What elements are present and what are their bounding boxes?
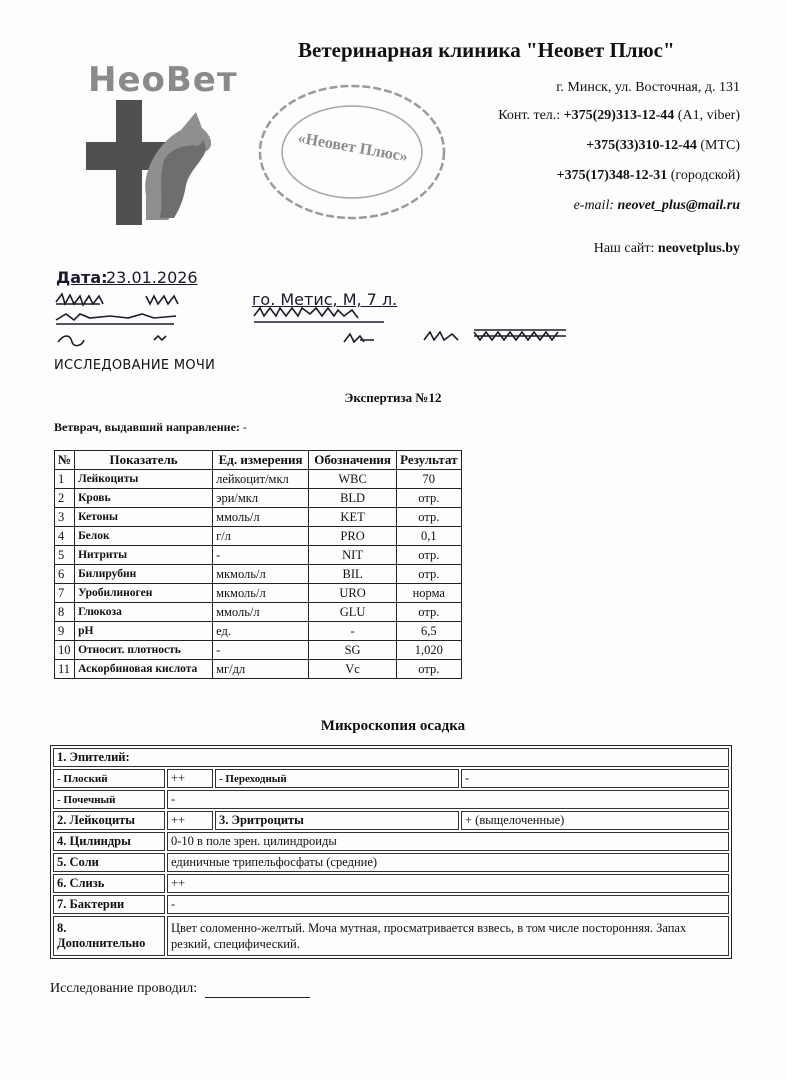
- table-row: [53, 895, 729, 914]
- additional-label: [53, 916, 165, 956]
- header-num: №: [55, 451, 75, 470]
- code: URO: [309, 584, 397, 603]
- parameter-name: Кетоны: [75, 508, 213, 527]
- table-header-row: [55, 451, 462, 470]
- bacteria-value: -: [167, 895, 729, 914]
- salts-label: 5. Соли: [53, 853, 165, 872]
- table-row: [53, 874, 729, 893]
- referring-vet: [54, 420, 247, 435]
- table-row: [55, 641, 462, 660]
- parameter-name: Нитриты: [75, 546, 213, 565]
- renal-epithelium-label: - Почечный: [53, 790, 165, 809]
- examiner-label: Исследование проводил:: [50, 981, 198, 996]
- row-number: 1: [55, 470, 75, 489]
- renal-epithelium-value: -: [167, 790, 729, 809]
- signature-line: [205, 997, 310, 998]
- clinic-name: Ветеринарная клиника "Неовет Плюс": [298, 38, 675, 62]
- result: норма: [397, 584, 461, 603]
- header-parameter: Показатель: [75, 451, 213, 470]
- date-label: Дата:: [56, 268, 108, 287]
- result: 6,5: [397, 622, 461, 641]
- unit: ед.: [213, 622, 309, 641]
- mucus-value: ++: [167, 874, 729, 893]
- redacted-handwriting-icon: [54, 290, 574, 352]
- site-line: [594, 241, 740, 257]
- stamp-text: «Неовет Плюс»: [296, 129, 410, 166]
- code: BIL: [309, 565, 397, 584]
- salts-value: единичные трипельфосфаты (средние): [167, 853, 729, 872]
- urinalysis-table: [54, 450, 462, 679]
- code: WBC: [309, 470, 397, 489]
- result: отр.: [397, 565, 461, 584]
- code: BLD: [309, 489, 397, 508]
- result: отр.: [397, 508, 461, 527]
- code: NIT: [309, 546, 397, 565]
- parameter-name: pH: [75, 622, 213, 641]
- code: KET: [309, 508, 397, 527]
- phone-3-note: (городской): [670, 168, 740, 183]
- erythrocytes-label: 3. Эритроциты: [215, 811, 459, 830]
- clinic-address: г. Минск, ул. Восточная, д. 131: [556, 80, 740, 95]
- epithelium-label: 1. Эпителий:: [53, 748, 729, 767]
- referring-vet-label: Ветврач, выдавший направление:: [54, 420, 240, 434]
- mucus-label: 6. Слизь: [53, 874, 165, 893]
- erythrocytes-value: + (выщелоченные): [461, 811, 729, 830]
- result: отр.: [397, 660, 461, 679]
- unit: ммоль/л: [213, 508, 309, 527]
- parameter-name: Лейкоциты: [75, 470, 213, 489]
- result: отр.: [397, 546, 461, 565]
- clinic-stamp-icon: [255, 80, 450, 225]
- unit: г/л: [213, 527, 309, 546]
- phone-line-2: [586, 138, 740, 154]
- phone-line-1: [498, 108, 740, 124]
- table-row: [55, 470, 462, 489]
- flat-epithelium-label: - Плоский: [53, 769, 165, 788]
- table-row: [55, 565, 462, 584]
- casts-label: 4. Цилиндры: [53, 832, 165, 851]
- site: neovetplus.by: [657, 241, 740, 256]
- table-row: [53, 853, 729, 872]
- header-result: Результат: [397, 451, 461, 470]
- parameter-name: Глюкоза: [75, 603, 213, 622]
- table-row: [55, 489, 462, 508]
- table-row: [55, 603, 462, 622]
- table-row: [55, 508, 462, 527]
- table-row: [55, 660, 462, 679]
- row-number: 10: [55, 641, 75, 660]
- unit: эри/мкл: [213, 489, 309, 508]
- parameter-name: Кровь: [75, 489, 213, 508]
- patient-signalment: го. Метис, М, 7 л.: [252, 290, 398, 309]
- header-unit: Ед. измерения: [213, 451, 309, 470]
- date-value: 23.01.2026: [106, 268, 198, 287]
- unit: лейкоцит/мкл: [213, 470, 309, 489]
- phone-label: Конт. тел.:: [498, 108, 561, 123]
- casts-value: 0-10 в поле зрен. цилиндроиды: [167, 832, 729, 851]
- parameter-name: Билирубин: [75, 565, 213, 584]
- parameter-name: Белок: [75, 527, 213, 546]
- leukocytes-label: 2. Лейкоциты: [53, 811, 165, 830]
- code: Vc: [309, 660, 397, 679]
- unit: мг/дл: [213, 660, 309, 679]
- phone-1-note: (А1, viber): [677, 108, 740, 123]
- parameter-name: Аскорбиновая кислота: [75, 660, 213, 679]
- row-number: 2: [55, 489, 75, 508]
- row-number: 6: [55, 565, 75, 584]
- code: SG: [309, 641, 397, 660]
- row-number: 9: [55, 622, 75, 641]
- unit: -: [213, 641, 309, 660]
- unit: -: [213, 546, 309, 565]
- table-row: [55, 584, 462, 603]
- table-row: [53, 916, 729, 956]
- site-label: Наш сайт:: [593, 241, 655, 256]
- unit: мкмоль/л: [213, 565, 309, 584]
- microscopy-table: [50, 745, 732, 959]
- phone-2-note: (МТС): [700, 138, 740, 153]
- table-row: [53, 769, 729, 788]
- table-row: [53, 811, 729, 830]
- code: -: [309, 622, 397, 641]
- additional-value: Цвет соломенно-желтый. Моча мутная, просматривается взвесь, в том числе посторонняя. Запах резкий, специфический.: [167, 916, 729, 956]
- result: отр.: [397, 603, 461, 622]
- phone-line-3: [557, 168, 740, 184]
- email-label: e-mail:: [573, 198, 614, 213]
- row-number: 3: [55, 508, 75, 527]
- parameter-name: Уробилиноген: [75, 584, 213, 603]
- row-number: 11: [55, 660, 75, 679]
- clinic-logo-icon: [86, 100, 226, 225]
- phone-3: +375(17)348-12-31: [556, 168, 668, 183]
- transitional-epithelium-value: -: [461, 769, 729, 788]
- study-title: ИССЛЕДОВАНИЕ МОЧИ: [54, 358, 216, 373]
- clinic-logo-text: НеоВет: [88, 60, 238, 100]
- additional-num: 8.: [57, 921, 67, 935]
- table-row: [53, 832, 729, 851]
- unit: мкмоль/л: [213, 584, 309, 603]
- code: PRO: [309, 527, 397, 546]
- result: отр.: [397, 489, 461, 508]
- row-number: 7: [55, 584, 75, 603]
- table-row: [53, 790, 729, 809]
- email-line: [574, 198, 740, 214]
- transitional-epithelium-label: - Переходный: [215, 769, 459, 788]
- row-number: 4: [55, 527, 75, 546]
- leukocytes-value: ++: [167, 811, 213, 830]
- row-number: 8: [55, 603, 75, 622]
- referring-vet-value: -: [242, 420, 247, 434]
- phone-1: +375(29)313-12-44: [563, 108, 675, 123]
- result: 1,020: [397, 641, 461, 660]
- row-number: 5: [55, 546, 75, 565]
- bacteria-label: 7. Бактерии: [53, 895, 165, 914]
- table-row: [53, 748, 729, 767]
- exam-title: Экспертиза №12: [344, 390, 442, 405]
- additional-text: Дополнительно: [57, 936, 146, 950]
- table-row: [55, 527, 462, 546]
- code: GLU: [309, 603, 397, 622]
- flat-epithelium-value: ++: [167, 769, 213, 788]
- email: neovet_plus@mail.ru: [617, 198, 740, 213]
- microscopy-title: Микроскопия осадка: [320, 718, 466, 734]
- result: 0,1: [397, 527, 461, 546]
- table-row: [55, 622, 462, 641]
- result: 70: [397, 470, 461, 489]
- header-code: Обозначения: [309, 451, 397, 470]
- phone-2: +375(33)310-12-44: [586, 138, 697, 153]
- unit: ммоль/л: [213, 603, 309, 622]
- parameter-name: Относит. плотность: [75, 641, 213, 660]
- table-row: [55, 546, 462, 565]
